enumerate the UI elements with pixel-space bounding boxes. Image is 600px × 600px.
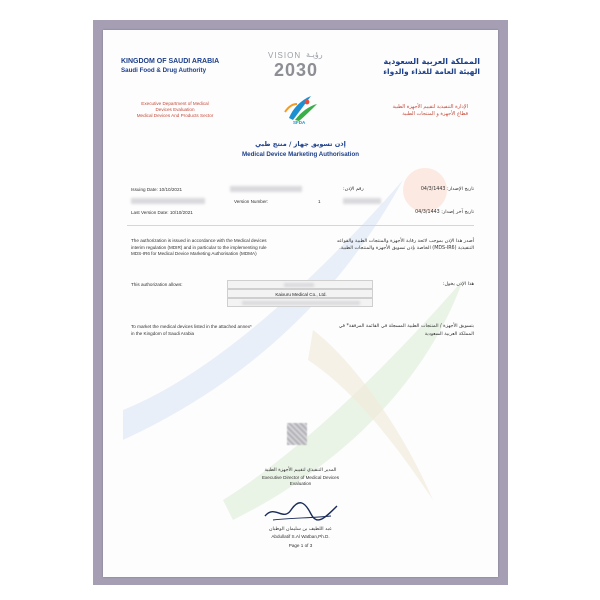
- vision-word: VISION: [268, 51, 302, 60]
- signatory-name-ar: عبد اللطيف بن سليمان الوطبان: [269, 527, 332, 532]
- header-authority-ar: الهيئة العامة للغذاء والدواء: [383, 67, 480, 76]
- market-statement-ar-line1: بتسويق الأجهزة / المنتجات الطبية المسجلة في القائمة المرفقة* في: [338, 324, 474, 329]
- header-authority-en: Saudi Food & Drug Authority: [121, 67, 207, 74]
- signatory-title-en-line2: Evaluation: [289, 481, 312, 486]
- redacted-qr-code: [287, 423, 307, 445]
- signatory-title-ar: المدير التنفيذي لتقييم الأجهزة الطبية: [264, 468, 337, 473]
- vision-year: 2030: [274, 60, 319, 80]
- issue-date-ar: تاريخ الإصدار: 04/3/1443: [420, 187, 474, 192]
- authorization-paragraph-en: The authorization is issued in accordance with the Medical devices interim regulation (MDIR) and in particular to the implementing rule MDS-IR6 for Medical Device Marketing Authorisation (MDMA): [131, 238, 267, 257]
- authorization-allows-ar: هذا الإذن يخول:: [442, 282, 474, 287]
- market-statement-ar-line2: المملكة العربية السعودية: [424, 332, 474, 337]
- header-country-en: KINGDOM OF SAUDI ARABIA: [121, 58, 220, 65]
- last-version-date-ar: تاريخ آخر إصدار: 04/3/1443: [415, 210, 474, 215]
- company-name: Kaixuru Medical Co., Ltd.: [275, 292, 327, 297]
- last-version-date: Last Version Date: 10/10/2021: [131, 210, 193, 215]
- sfda-logo: [281, 90, 321, 130]
- department-en: [127, 101, 223, 120]
- holder-box-company: [227, 289, 373, 298]
- signatory-name-en: Abdullatif S.Al Watban,Ph.D.: [271, 534, 330, 539]
- market-statement-en-line1: To market the medical devices listed in the attached annex*: [131, 324, 252, 329]
- permit-number-label-ar: رقم الإذن:: [343, 187, 364, 192]
- version-number-value: 1: [318, 199, 321, 204]
- department-en-line1: Executive Department of Medical: [141, 101, 209, 106]
- authorization-allows-en: This authorization allows:: [131, 282, 183, 287]
- signatory-title-en-line1: Executive Director of Medical Devices: [261, 475, 340, 480]
- redacted-field-left: [131, 198, 205, 204]
- sfda-caption: SFDA: [293, 120, 306, 125]
- sfda-logo-icon: [281, 90, 321, 124]
- redacted-field-middle: [343, 198, 381, 204]
- market-statement-en-line2: in the Kingdom of Saudi Arabia: [131, 331, 195, 336]
- certificate-page: [103, 30, 498, 577]
- redacted-holder-id: [284, 283, 314, 287]
- holder-box-address: [227, 298, 373, 307]
- version-number-label: Version Number:: [234, 199, 269, 204]
- vision-ar-word: رؤيـة: [306, 50, 323, 59]
- divider: [127, 225, 474, 226]
- department-ar-line1: الإدارة التنفيذية لتقييم الأجهزة الطبية: [392, 104, 468, 110]
- vision-2030-logo: [258, 50, 338, 90]
- title-ar: إذن تسويق جهاز / منتج طبي: [255, 140, 346, 148]
- department-en-line3: Medical Devices And Products Sector: [136, 113, 214, 119]
- title-en: Medical Device Marketing Authorisation: [241, 151, 359, 158]
- page-number: Page 1 of 3: [288, 543, 313, 548]
- authorization-paragraph-ar: أصدر هذا الإذن بموجب لائحة رقابة الأجهزة والمنتجات الطبية والقواعد التنفيذية (MDS-IR6) الخاصة بإذن تسويق الأجهزة والمنتجات الطبية.: [336, 239, 474, 251]
- redacted-permit-number: [230, 186, 302, 192]
- holder-box-1: [227, 280, 373, 289]
- handwritten-signature: [261, 496, 341, 526]
- redacted-company-address: [242, 301, 360, 305]
- issuing-date: Issuing Date: 10/10/2021: [131, 187, 183, 192]
- department-ar-line2: قطاع الأجهزة و المنتجات الطبية: [402, 111, 468, 118]
- department-en-line2: Devices Evaluation: [155, 107, 195, 113]
- header-country-ar: المملكة العربية السعودية: [383, 57, 480, 66]
- department-ar: [358, 104, 468, 119]
